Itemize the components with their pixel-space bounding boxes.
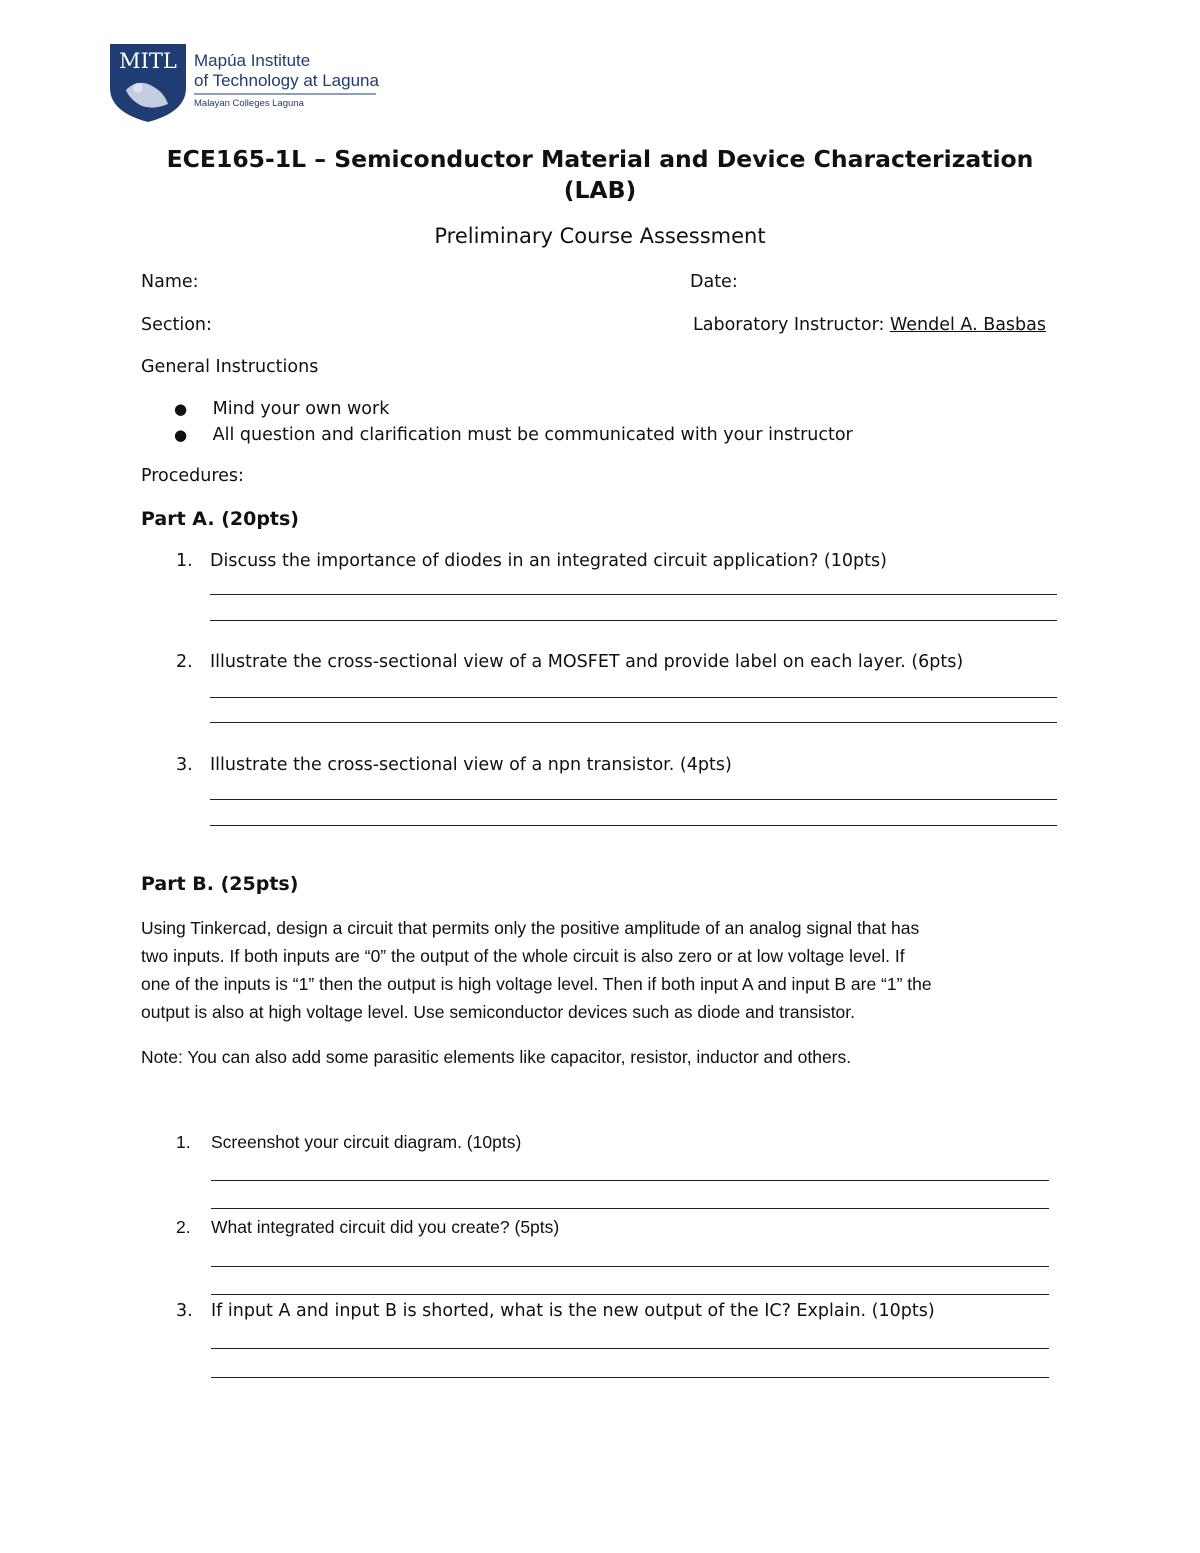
course-title: [120, 144, 1080, 206]
answer-line: [211, 1348, 1049, 1349]
instruction-item: [174, 425, 853, 445]
institution-logo: [108, 40, 380, 124]
part-a-question-number: 1.: [176, 551, 193, 571]
instructor-label: Laboratory Instructor:: [693, 315, 885, 335]
answer-line: [211, 1294, 1049, 1295]
instructor-field: [693, 315, 1046, 335]
part-b-question-text: Screenshot your circuit diagram. (10pts): [211, 1132, 522, 1152]
logo-line-3: Malayan Colleges Laguna: [194, 98, 304, 109]
answer-line: [211, 1377, 1049, 1378]
instructions-line: two inputs. If both inputs are “0” the output of the whole circuit is also zero or at low voltage level. If: [141, 946, 905, 966]
answer-line: [211, 1180, 1049, 1181]
part-a-question-text: Discuss the importance of diodes in an integrated circuit application? (10pts): [210, 551, 887, 571]
logo-line-2: of Technology at Laguna: [194, 71, 379, 90]
answer-line: [211, 1208, 1049, 1209]
part-a-heading: Part A. (20pts): [141, 508, 299, 530]
part-a-question-number: 3.: [176, 755, 193, 775]
instructor-name: Wendel A. Basbas: [889, 315, 1046, 335]
name-label: Name:: [141, 272, 199, 292]
course-title-line-2: (LAB): [563, 176, 637, 204]
bullet-icon: ●: [174, 400, 188, 418]
date-label: Date:: [690, 272, 738, 292]
answer-line: [210, 825, 1057, 826]
section-label: Section:: [141, 315, 212, 335]
answer-line: [210, 620, 1057, 621]
part-b-heading: Part B. (25pts): [141, 873, 299, 895]
answer-line: [210, 722, 1057, 723]
part-b-question-number: 3.: [176, 1301, 193, 1321]
instructions-line: output is also at high voltage level. Use semiconductor devices such as diode and transistor.: [141, 1002, 856, 1022]
part-b-note: Note: You can also add some parasitic elements like capacitor, resistor, inductor and others.: [141, 1047, 852, 1067]
instruction-text: All question and clarification must be communicated with your instructor: [212, 425, 853, 445]
logo-line-1: Mapúa Institute: [194, 51, 311, 70]
course-title-line-1: ECE165-1L – Semiconductor Material and Device Characterization: [166, 145, 1034, 173]
answer-line: [210, 799, 1057, 800]
part-b-question-text: If input A and input B is shorted, what is the new output of the IC? Explain. (10pts): [211, 1301, 935, 1321]
part-a-question-text: Illustrate the cross-sectional view of a npn transistor. (4pts): [210, 755, 732, 775]
logo-mark-text: MITL: [119, 49, 177, 73]
answer-line: [210, 594, 1057, 595]
instruction-item: [174, 399, 389, 419]
answer-line: [211, 1266, 1049, 1267]
part-a-question-number: 2.: [176, 652, 193, 672]
instruction-text: Mind your own work: [212, 399, 390, 419]
part-b-question-number: 2.: [176, 1217, 191, 1237]
bullet-icon: ●: [174, 426, 188, 444]
assessment-subtitle: Preliminary Course Assessment: [434, 224, 766, 248]
part-a-question-text: Illustrate the cross-sectional view of a MOSFET and provide label on each layer. (6pts): [210, 652, 964, 672]
part-b-question-text: What integrated circuit did you create? (5pts): [211, 1217, 560, 1237]
instructions-line: Using Tinkercad, design a circuit that permits only the positive amplitude of an analog signal that has: [141, 918, 920, 938]
procedures-label: Procedures:: [141, 466, 244, 486]
part-b-question-number: 1.: [176, 1132, 191, 1152]
answer-line: [210, 697, 1057, 698]
part-b-instructions: [141, 914, 1061, 1026]
instructions-line: one of the inputs is “1” then the output is high voltage level. Then if both input A and input B are “1” the: [141, 974, 932, 994]
general-instructions-heading: General Instructions: [141, 357, 319, 377]
